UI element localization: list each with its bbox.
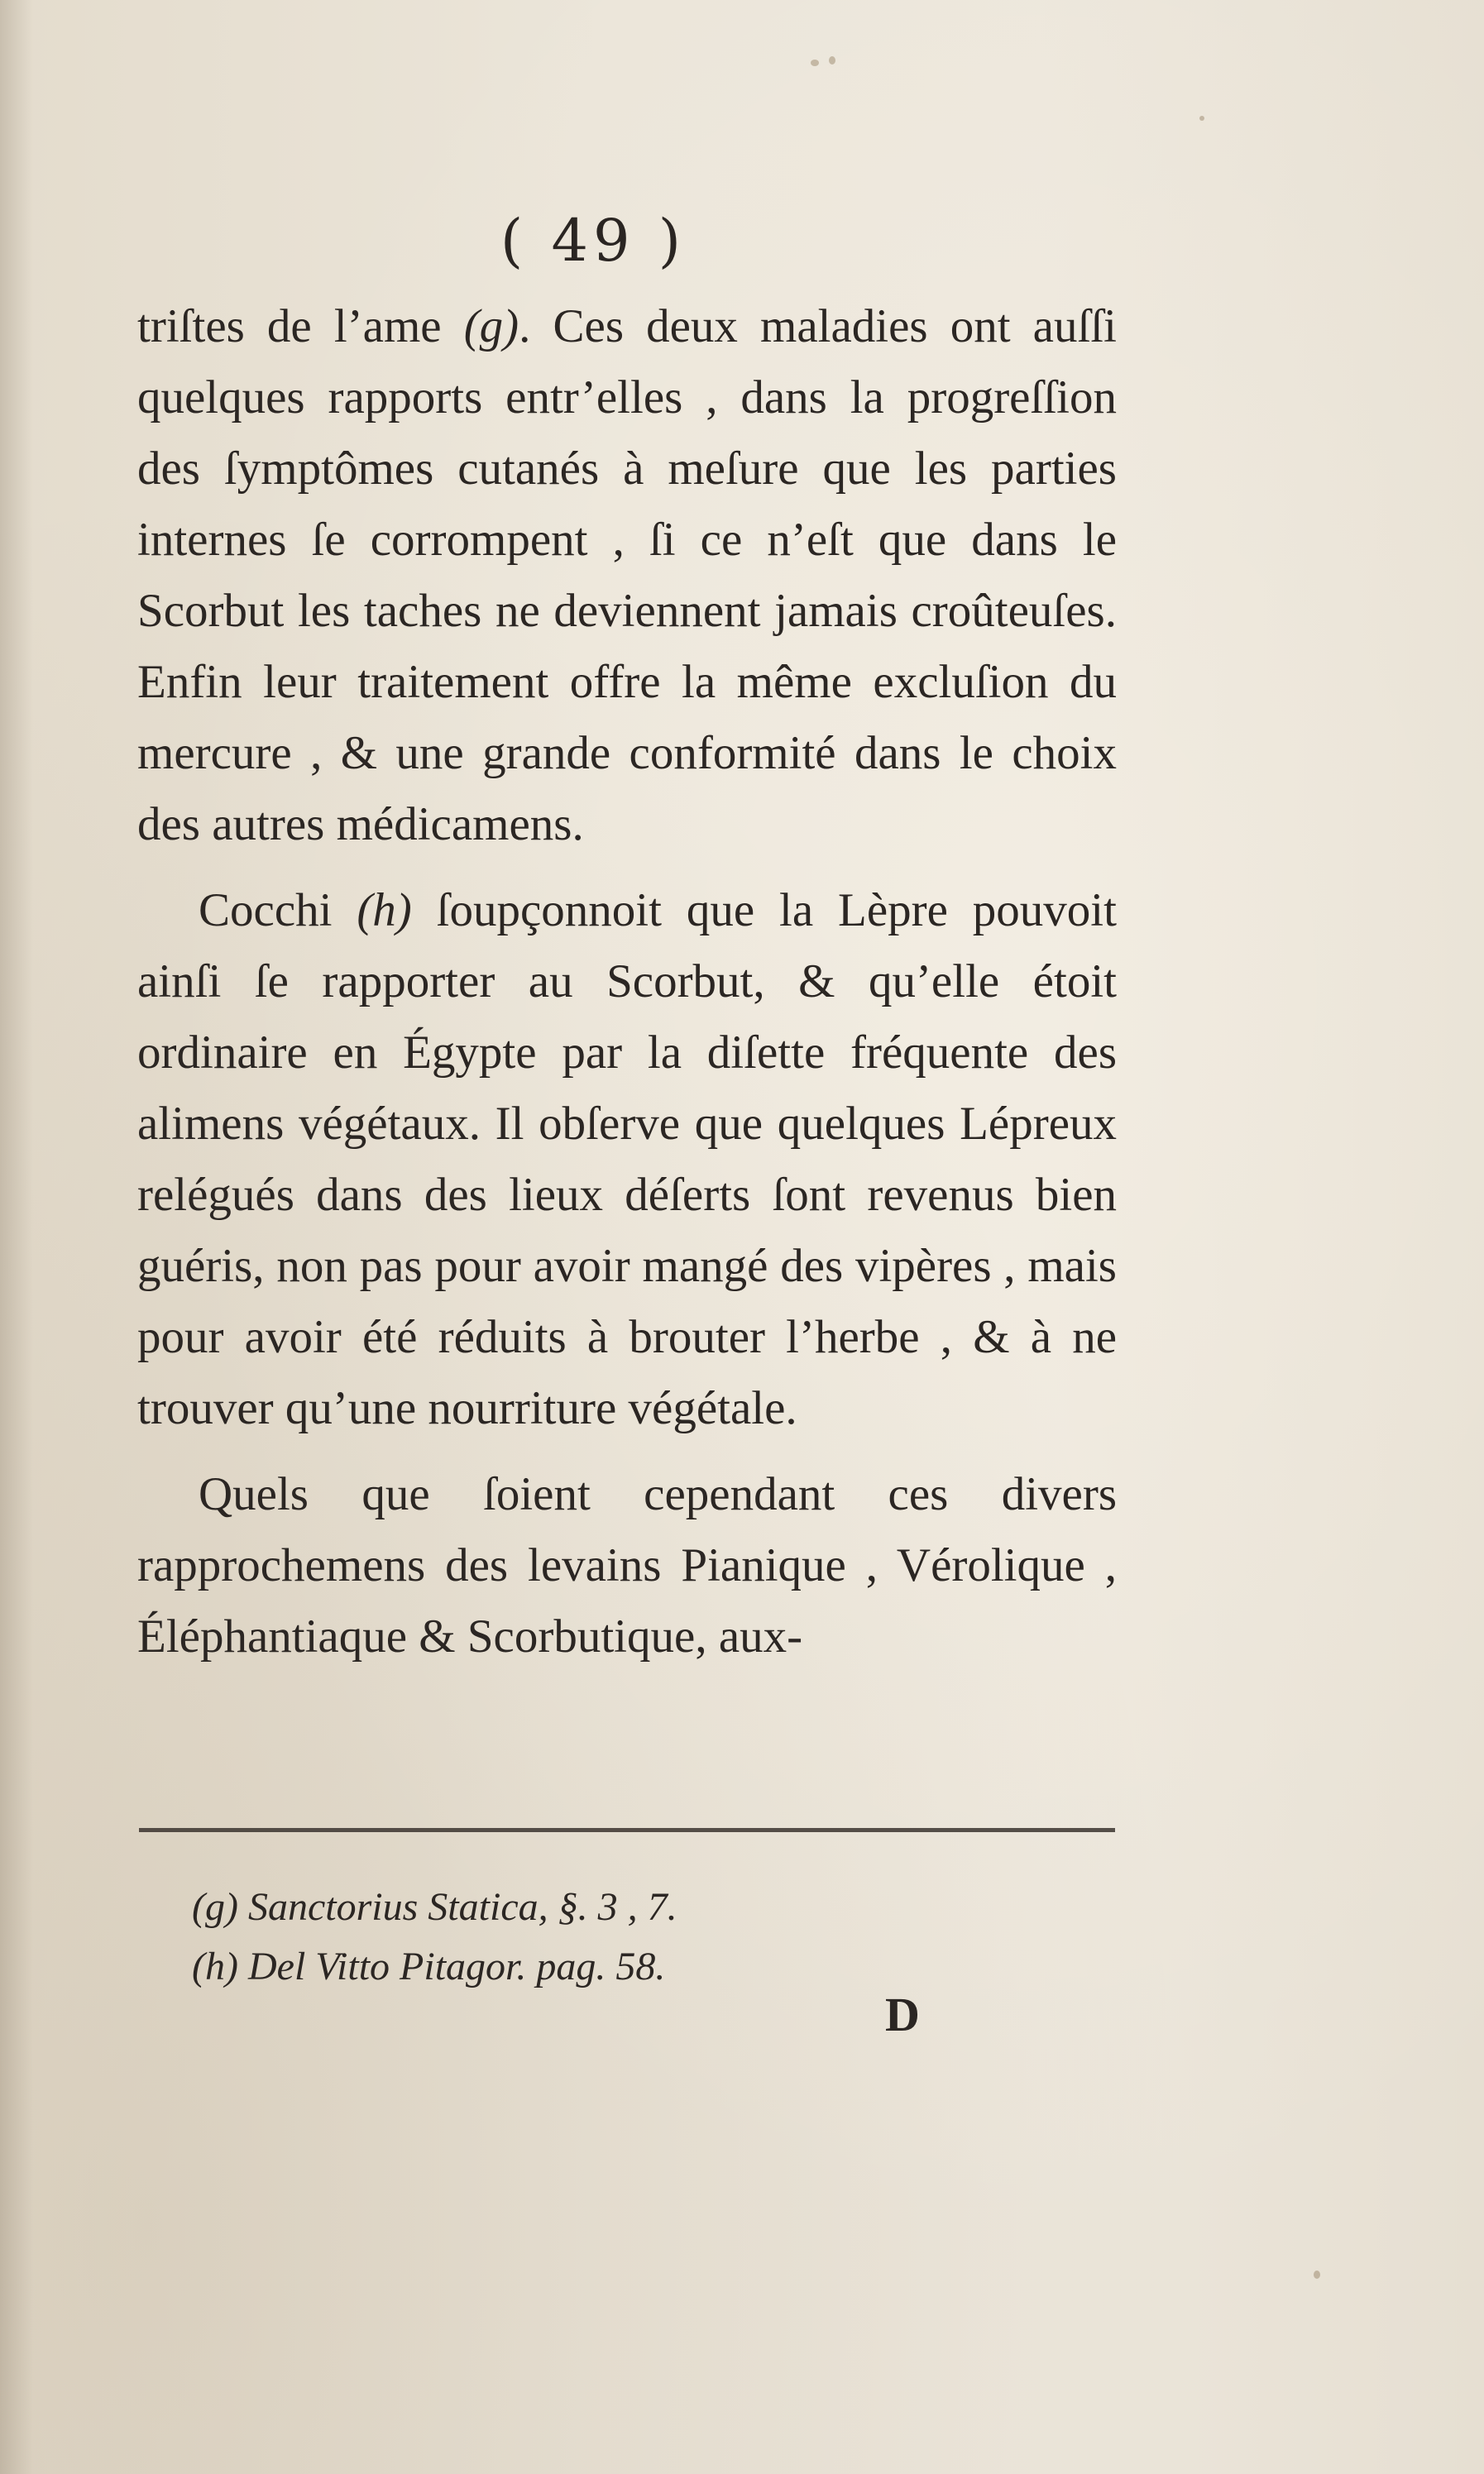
paragraph xyxy=(137,1459,1117,1672)
foxing-spot xyxy=(1199,116,1204,121)
paragraph-text: . Ces deux maladies ont auſſi quelques rapports entr’elles , dans la progreſſion des ſymptômes cutanés à meſure que les parties internes ſe corrompent , ſi ce n’eſt que dans le Scorbut les taches ne deviennent jamais croûteuſes. Enfin leur traitement offre la même excluſion du mercure , & une grande conformité dans le choix des autres médicamens. xyxy=(137,300,1117,850)
footnote-ref: (h) xyxy=(357,884,412,936)
paragraph xyxy=(137,875,1117,1444)
footnote-ref: (g) xyxy=(463,300,519,352)
paragraph-text: triſtes de l’ame xyxy=(137,300,464,352)
paragraph-text: Quels que ſoient cependant ces divers rapprochemens des levains Pianique , Vérolique , Éléphantiaque & Scorbutique, aux- xyxy=(137,1468,1117,1663)
footnote: (h) Del Vitto Pitagor. pag. 58. xyxy=(192,1945,666,1988)
foxing-spot xyxy=(811,60,819,66)
paragraph xyxy=(137,291,1117,860)
foxing-spot xyxy=(829,56,835,65)
body-text xyxy=(137,291,1117,1672)
page-edge-shadow xyxy=(0,0,33,2474)
page-number: ( 49 ) xyxy=(500,207,687,275)
paragraph-text: Cocchi xyxy=(199,884,357,936)
foxing-spot xyxy=(1314,2271,1320,2279)
footnote: (g) Sanctorius Statica, §. 3 , 7. xyxy=(192,1885,677,1929)
signature-mark: D xyxy=(885,1988,920,2041)
footnotes xyxy=(192,1878,1019,1997)
paragraph-text: ſoupçonnoit que la Lèpre pouvoit ainſi ſe rapporter au Scorbut, & qu’elle étoit ordinaire en Égypte par la diſette fréquente des alimens végétaux. Il obſerve que quelques Lépreux relégués dans des lieux déſerts ſont revenus bien guéris, non pas pour avoir mangé des vipères , mais pour avoir été réduits à brouter l’herbe , & à ne trouver qu’une nourriture végétale. xyxy=(137,884,1117,1434)
footnote-divider xyxy=(139,1828,1115,1832)
